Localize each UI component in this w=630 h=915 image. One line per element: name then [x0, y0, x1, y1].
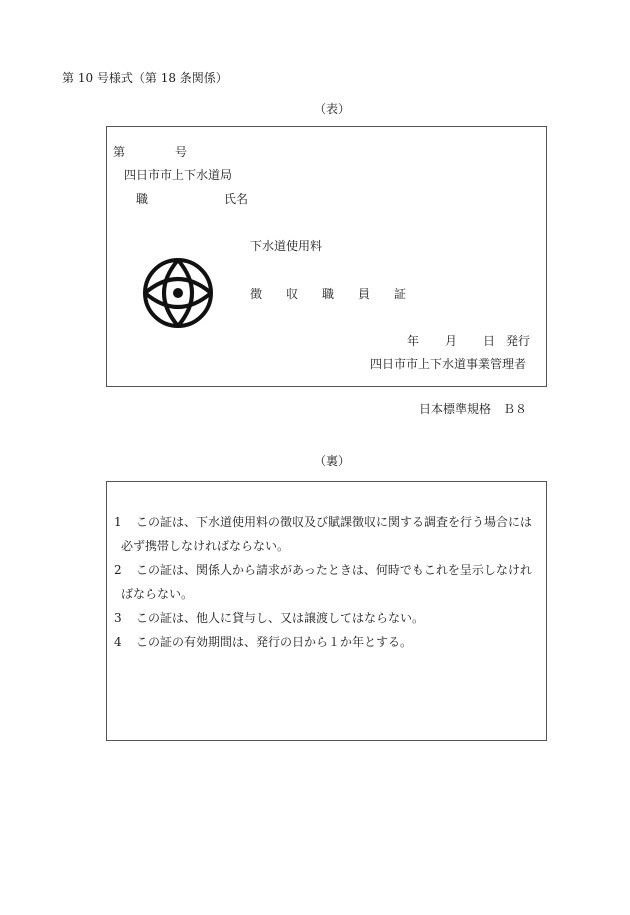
rule-number: 4: [114, 635, 122, 649]
date-day: 日: [483, 334, 496, 348]
rule-number: 1: [114, 515, 122, 529]
card-title-char: 職: [322, 287, 335, 301]
rule-text-line1: この証の有効期間は、発行の日から１か年とする。: [136, 635, 413, 649]
rule-item: [114, 510, 544, 558]
number-prefix: 第: [113, 145, 126, 159]
rule-item: [114, 606, 544, 630]
spec-note: 日本標準規格 Ｂ８: [419, 402, 528, 416]
name-label: 氏名: [224, 192, 249, 206]
rule-item: [114, 630, 544, 654]
rule-number: 3: [114, 611, 122, 625]
issuer-org: 四日市市上下水道局: [124, 168, 233, 182]
card-title-char: 収: [286, 287, 299, 301]
date-issued: 発行: [506, 334, 531, 348]
fee-name: 下水道使用料: [250, 239, 323, 253]
rule-number: 2: [114, 563, 122, 577]
back-caption: （裏）: [314, 454, 351, 468]
number-suffix: 号: [175, 145, 188, 159]
rule-text-line1: この証は、下水道使用料の徴収及び賦課徴収に関する調査を行う場合には: [136, 515, 533, 529]
rule-text-line2: ばならない。: [121, 587, 194, 601]
rule-text-line1: この証は、関係人から請求があったときは、何時でもこれを呈示しなけれ: [136, 563, 532, 577]
card-title-char: 徴: [250, 287, 263, 301]
card-title-char: 証: [394, 287, 407, 301]
front-caption: （表）: [314, 102, 351, 116]
date-month: 月: [445, 334, 458, 348]
rule-item: [114, 558, 544, 606]
issuer-title: 四日市市上下水道事業管理者: [370, 357, 527, 371]
city-emblem-icon: [142, 257, 214, 329]
form-heading: 第 10 号様式（第 18 条関係）: [62, 71, 228, 85]
rule-text-line2: 必ず携帯しなければならない。: [121, 539, 290, 553]
date-year: 年: [407, 334, 420, 348]
card-title-char: 員: [358, 287, 371, 301]
position-label: 職: [136, 192, 149, 206]
rule-text-line1: この証は、他人に貸与し、又は譲渡してはならない。: [136, 611, 425, 625]
